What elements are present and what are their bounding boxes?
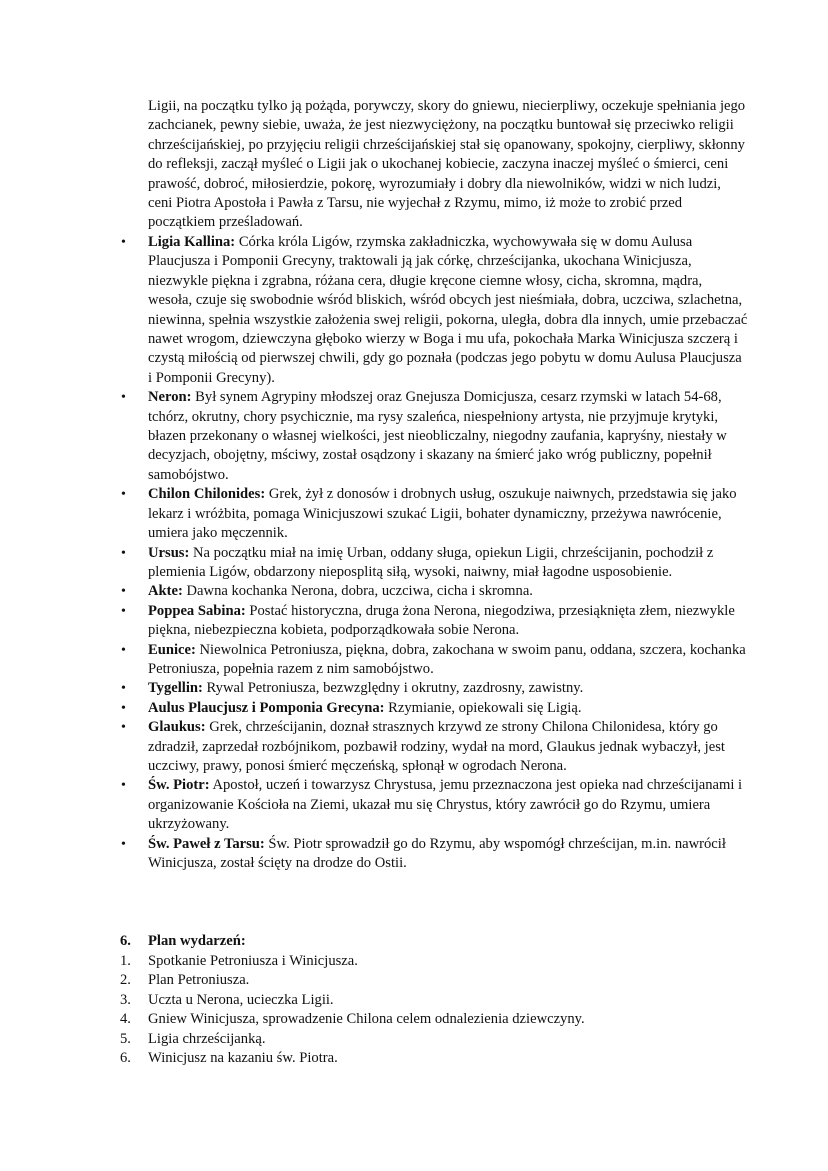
character-item bbox=[121, 485, 748, 543]
bullet-icon: • bbox=[121, 235, 126, 250]
plan-item bbox=[120, 1010, 585, 1029]
character-item bbox=[121, 388, 748, 485]
plan-item-text: Gniew Winicjusza, sprowadzenie Chilona celem odnalezienia dziewczyny. bbox=[148, 1011, 585, 1028]
character-item bbox=[121, 776, 748, 834]
plan-list bbox=[120, 952, 585, 1068]
plan-item bbox=[120, 991, 585, 1010]
plan-item bbox=[120, 1049, 585, 1068]
character-name: Glaukus: bbox=[148, 719, 206, 736]
plan-item-number: 2. bbox=[120, 972, 131, 989]
bullet-icon: • bbox=[121, 603, 126, 619]
plan-item-text: Uczta u Nerona, ucieczka Ligii. bbox=[148, 991, 334, 1008]
bullet-icon: • bbox=[121, 681, 126, 697]
bullet-icon: • bbox=[121, 487, 126, 503]
character-description: Córka króla Ligów, rzymska zakładniczka, wychowywała się w domu Aulusa Plaucjusza i Pomponii Grecyny, traktowali ją jak córkę, chrześcijanka, ukochana Winicjusza, niezwykle piękna i zgrabna, różana cera, długie kręcone ciemne włosy, cicha, skromna, mądra, wesoła, czuje się swobodnie wśród bliskich, wśród obcych jest nieśmiała, dobra, uczciwa, szlachetna, niewinna, spełnia wszystkie założenia swej religii, pokorna, uległa, dobra dla innych, umie przebaczać nawet wrogom, dziewczyna głęboko wierzy w Boga i mu ufa, pokochała Marka Winicjusza szczerą i czystą miłością od pierwszej chwili, gdy go poznała (podczas jego pobytu w domu Aulusa Plaucjusza i Pomponii Grecyny). bbox=[148, 234, 748, 386]
plan-item-text: Ligia chrześcijanką. bbox=[148, 1030, 266, 1047]
character-description: Św. Piotr sprowadził go do Rzymu, aby wspomógł chrześcijan, m.in. nawrócił Winicjusza, został ścięty na drodze do Ostii. bbox=[148, 835, 726, 871]
character-name: Eunice: bbox=[148, 641, 196, 658]
bullet-icon: • bbox=[121, 584, 126, 600]
character-name: Neron: bbox=[148, 389, 192, 406]
character-item bbox=[121, 233, 748, 388]
character-name: Akte: bbox=[148, 583, 183, 600]
plan-item-number: 6. bbox=[120, 1050, 131, 1067]
character-description: Niewolnica Petroniusza, piękna, dobra, zakochana w swoim panu, oddana, szczera, kochanka Petroniusza, popełnia razem z nim samobójstwo. bbox=[148, 641, 746, 677]
character-item bbox=[121, 544, 748, 583]
character-list bbox=[121, 233, 748, 873]
character-item bbox=[121, 699, 748, 718]
character-description: Grek, żył z donosów i drobnych usług, oszukuje naiwnych, przedstawia się jako lekarz i wróżbita, pomaga Winicjuszowi szukać Ligii, bohater dynamiczny, przeżywa nawrócenie, umiera jako męczennik. bbox=[148, 486, 737, 542]
character-name: Św. Paweł z Tarsu: bbox=[148, 835, 265, 852]
plan-item bbox=[120, 952, 585, 971]
bullet-icon: • bbox=[121, 700, 126, 716]
plan-item-text: Spotkanie Petroniusza i Winicjusza. bbox=[148, 953, 358, 969]
character-item bbox=[121, 602, 748, 641]
character-item bbox=[121, 582, 748, 601]
character-item bbox=[121, 835, 748, 874]
plan-heading-title: Plan wydarzeń: bbox=[148, 933, 246, 949]
bullet-icon: • bbox=[121, 720, 126, 736]
character-description: Na początku miał na imię Urban, oddany sługa, opiekun Ligii, chrześcijanin, pochodził z plemienia Ligów, obdarzony nieposplitą siłą, wysoki, naiwny, miał łagodne usposobienie. bbox=[148, 544, 714, 580]
character-description: Postać historyczna, druga żona Nerona, niegodziwa, przesiąknięta złem, niezwykle piękna, niebezpieczna kobieta, podporządkowała sobie Nerona. bbox=[148, 602, 735, 639]
plan-item-text: Winicjusz na kazaniu św. Piotra. bbox=[148, 1050, 338, 1067]
plan-item-text: Plan Petroniusza. bbox=[148, 972, 250, 989]
plan-item-number: 5. bbox=[120, 1030, 131, 1047]
plan-item bbox=[120, 1030, 585, 1049]
character-description: Dawna kochanka Nerona, dobra, uczciwa, cicha i skromna. bbox=[182, 583, 533, 600]
character-item bbox=[121, 718, 748, 776]
intro-paragraph: Ligii, na początku tylko ją pożąda, porywczy, skory do gniewu, niecierpliwy, oczekuje spełniania jego zachcianek, pewny siebie, uważa, że jest niezwyciężony, na początku buntował się przeciwko religii chrześcijańskiej, po przyjęciu religii chrześcijańskiej stał się opanowany, spokojny, cierpliwy, skłonny do refleksji, zaczął myśleć o Ligii jak o ukochanej kobiecie, zaczyna inaczej myśleć o śmierci, ceni prawość, dobroć, miłosierdzie, pokorę, wyrozumiały i dobry dla niewolników, widzi w nich ludzi, ceni Piotra Apostoła i Pawła z Tarsu, nie wyjechał z Rzymu, mimo, iż może to zrobić przed początkiem prześladowań. bbox=[148, 98, 746, 231]
character-description: Apostoł, uczeń i towarzysz Chrystusa, jemu przeznaczona jest opieka nad chrześcijanami i organizowanie Kościoła na Ziemi, ukazał mu się Chrystus, który zawrócił go do Rzymu, umiera ukrzyżowany. bbox=[148, 777, 743, 833]
character-description: Był synem Agrypiny młodszej oraz Gnejusza Domicjusza, cesarz rzymski w latach 54-68, tchórz, okrutny, chory psychicznie, ma rysy szaleńca, niespełniony artysta, nie przyjmuje krytyki, błazen przekonany o własnej wielkości, jest nieobliczalny, niegodny zaufania, kapryśny, niestały w decyzjach, obojętny, mściwy, został osądzony i skazany na śmierć jako wróg publiczny, popełnił samobójstwo. bbox=[148, 389, 727, 483]
character-name: Ligia Kallina: bbox=[148, 234, 236, 250]
plan-item-number: 4. bbox=[120, 1011, 131, 1028]
character-name: Tygellin: bbox=[148, 680, 203, 697]
bullet-icon: • bbox=[121, 642, 126, 658]
plan-item bbox=[120, 971, 585, 990]
plan-item-number: 1. bbox=[120, 953, 131, 969]
plan-heading-number: 6. bbox=[120, 933, 131, 949]
character-name: Chilon Chilonides: bbox=[148, 486, 266, 503]
character-description: Rywal Petroniusza, bezwzględny i okrutny, zazdrosny, zawistny. bbox=[202, 680, 584, 697]
bullet-icon: • bbox=[121, 778, 126, 794]
character-name: Aulus Plaucjusz i Pomponia Grecyna: bbox=[148, 699, 385, 716]
character-item bbox=[121, 679, 748, 698]
character-name: Św. Piotr: bbox=[148, 777, 210, 794]
character-item bbox=[121, 641, 748, 680]
character-name: Poppea Sabina: bbox=[148, 602, 246, 619]
plan-item-number: 3. bbox=[120, 991, 131, 1008]
bullet-icon: • bbox=[121, 836, 126, 852]
bullet-icon: • bbox=[121, 545, 126, 561]
character-description: Grek, chrześcijanin, doznał strasznych krzywd ze strony Chilona Chilonidesa, który go zdradził, zaprzedał rozbójnikom, pozbawił rodziny, wydał na mord, Glaukus jednak wybaczył, jest uczciwy, prawy, ponosi śmierć męczeńską, spłonął w ogrodach Nerona. bbox=[148, 719, 725, 774]
character-name: Ursus: bbox=[148, 544, 190, 561]
bullet-icon: • bbox=[121, 390, 126, 406]
plan-heading bbox=[120, 932, 246, 951]
character-description: Rzymianie, opiekowali się Ligią. bbox=[384, 699, 582, 716]
